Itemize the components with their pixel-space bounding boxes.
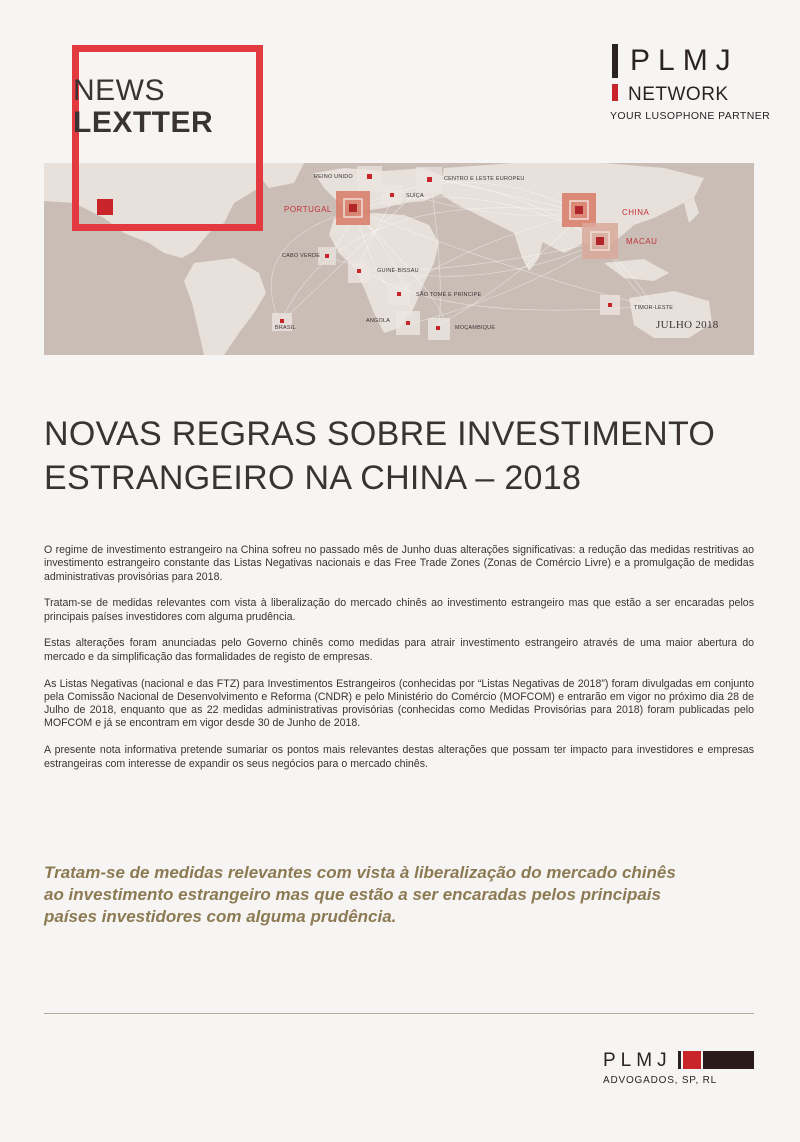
footer-logo-bar: [678, 1051, 681, 1069]
pull-quote: Tratam-se de medidas relevantes com vista à liberalização do mercado chinês ao investimento estrangeiro mas que estão a ser encaradas pelos principais países investidores com alguma prudência.: [44, 863, 676, 926]
label-suica: SUÍÇA: [406, 193, 424, 199]
label-guine-bissau: GUINÉ-BISSAU: [377, 268, 419, 274]
label-centro-leste: CENTRO E LESTE EUROPEU: [444, 176, 525, 182]
label-mocambique: MOÇAMBIQUE: [455, 325, 496, 331]
label-macau: MACAU: [626, 237, 658, 246]
body-paragraph: A presente nota informativa pretende sumariar os pontos mais relevantes destas alterações que possam ter impacto para investidores e empresas estrangeiras com interesse de expandir os seus negócios para o mercado chinês.: [44, 744, 754, 770]
footer-logo-subtitle: ADVOGADOS, SP, RL: [603, 1075, 718, 1086]
logo-tagline: YOUR LUSOPHONE PARTNER: [610, 110, 771, 122]
label-timor-leste: TIMOR-LESTE: [634, 305, 674, 311]
banner-date: JULHO 2018: [656, 319, 719, 331]
label-cabo-verde: CABO VERDE: [282, 253, 321, 259]
logo-network: NETWORK: [628, 84, 729, 105]
logo-bar-accent: [612, 84, 618, 101]
footer-logo-name: PLMJ: [603, 1050, 672, 1071]
body-paragraph: O regime de investimento estrangeiro na China sofreu no passado mês de Junho duas alterações significativas: a redução das medidas restritivas ao investimento estrangeiro constante das Listas Negativas nacionais e das Free Trade Zones (Zonas de Comércio Livre) e a promulgação de medidas administrativas provisórias para 2018.: [44, 544, 754, 583]
article-body: [44, 544, 754, 784]
newsletter-frame-corner: [97, 199, 113, 215]
body-paragraph: Tratam-se de medidas relevantes com vista à liberalização do mercado chinês ao investimento estrangeiro mas que estão a ser encaradas pelos principais países investidores com alguma prudência.: [44, 597, 754, 623]
page-title-line-1: NOVAS REGRAS SOBRE INVESTIMENTO: [44, 415, 716, 453]
logo-bar: [612, 44, 618, 78]
footer-divider: [44, 1013, 754, 1014]
label-reino-unido: REINO UNIDO: [314, 174, 353, 180]
label-china: CHINA: [622, 208, 650, 217]
label-portugal: PORTUGAL: [284, 205, 332, 214]
body-paragraph: As Listas Negativas (nacional e das FTZ) para Investimentos Estrangeiros (conhecidas por “Listas Negativas de 2018”) foram divulgadas em conjunto pela Comissão Nacional de Desenvolvimento e Reforma (CNDR) e pelo Ministério do Comércio (MOFCOM) e entrarão em vigor no próximo dia 28 de Julho de 2018, enquanto que as 22 medidas administrativas provisórias (conhecidas como Medidas Provisórias para 2018) foram publicadas pelo MOFCOM e já se encontram em vigor desde 30 de Junho de 2018.: [44, 677, 754, 730]
masthead-lextter: LEXTTER: [73, 106, 214, 139]
label-sao-tome: SÃO TOMÉ E PRÍNCIPE: [416, 292, 482, 298]
logo-name: PLMJ: [630, 44, 739, 77]
page-title: [44, 412, 744, 500]
masthead-news: NEWS: [73, 74, 165, 107]
label-brasil: BRASIL: [275, 325, 296, 331]
footer-logo-bar-red: [683, 1051, 701, 1069]
body-paragraph: Estas alterações foram anunciadas pelo Governo chinês como medidas para atrair investimento estrangeiro através de uma maior abertura do mercado e da simplificação das formalidades de registo de empresas.: [44, 637, 754, 663]
label-angola: ANGOLA: [366, 318, 391, 324]
page-title-line-2: ESTRANGEIRO NA CHINA – 2018: [44, 459, 582, 497]
footer-logo-bar-brown: [703, 1051, 754, 1069]
